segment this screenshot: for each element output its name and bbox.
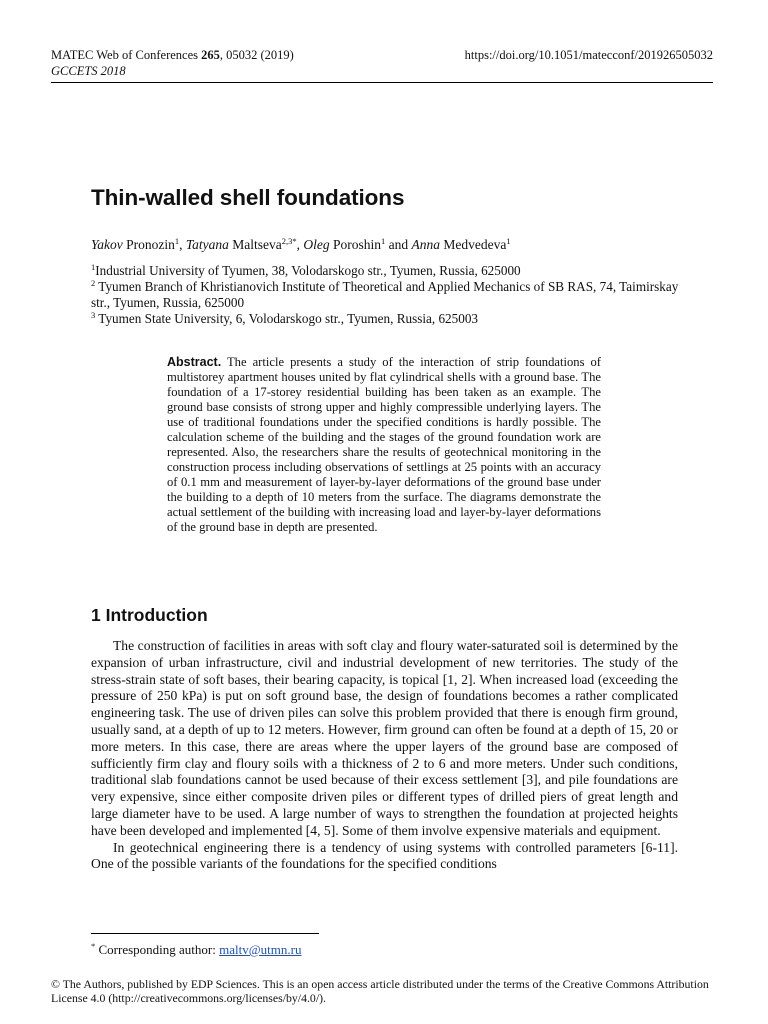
author: Tatyana Maltseva$^{2,3*}$, [185, 236, 304, 252]
affiliation: $^2$ Tyumen Branch of Khristianovich Institute of Theoretical and Applied Mechanics of SB RAS, 74, Taimirskay str., Tyumen, Russia, 625000 [91, 278, 679, 310]
author: Oleg Poroshin$^1$ and [303, 236, 412, 252]
affiliation: $^1$Industrial University of Tyumen, 38, Volodarskogo str., Tyumen, Russia, 625000 [91, 262, 521, 278]
journal-citation: MATEC Web of Conferences 265, 05032 (2019) [51, 48, 294, 62]
section-body [91, 638, 678, 873]
affiliation-list [91, 263, 691, 327]
journal-volume: 265 [201, 48, 220, 62]
author-email-link[interactable]: maltv@utmn.ru [219, 942, 302, 957]
body-paragraph: In geotechnical engineering there is a tendency of using systems with controlled parameters [6-11]. One of the possible variants of the foundations for the specified conditions [91, 839, 678, 872]
section-heading: 1 Introduction [91, 605, 208, 625]
doi-link[interactable]: https://doi.org/10.1051/matecconf/201926505032 [464, 48, 713, 62]
affiliation: $^3$ Tyumen State University, 6, Volodarskogo str., Tyumen, Russia, 625003 [91, 310, 479, 326]
abstract [167, 355, 601, 535]
author: Yakov Pronozin$^1$, [91, 236, 186, 252]
footnote: * Corresponding author: maltv@utmn.ru [91, 941, 302, 957]
body-paragraph: The construction of facilities in areas with soft clay and floury water-saturated soil is determined by the expansion of urban infrastructure, civil and industrial development of new territories. The study of the stress-strain state of soft bases, their bearing capacity, is topical [1, 2]. When increased load (exceeding the pressure of 250 kPa) is put on soft ground base, the design of foundations becomes a rather complicated engineering task. The use of driven piles can solve this problem provided that there is enough firm ground, usually sand, at a depth of up to 12 meters. However, firm ground can often be found at a depth of 15, 20 or more meters. In this case, there are areas where the upper layers of the ground base are composed of sufficiently firm clay and floury soils with a thickness of 2 to 6 and more meters. Under such conditions, traditional slab foundations cannot be used because of their excess settlement [3], and pile foundations are very expensive, since either composite driven piles or different types of drilled piers of great length and large diameter have to be used. A large number of ways to strengthen the foundation at projected heights have been developed and implemented [4, 5]. Some of them involve expensive materials and equipment. [91, 638, 678, 838]
conference-name: GCCETS 2018 [51, 64, 126, 78]
author: Anna Medvedeva$^1$ [411, 236, 511, 252]
license-notice: © The Authors, published by EDP Sciences. This is an open access article distributed under the terms of the Creative Commons Attribution License 4.0 (http://creativecommons.org/licenses/by/4.0/). [51, 977, 709, 1005]
author-list [91, 237, 511, 253]
footnote-divider [91, 933, 319, 934]
abstract-label: Abstract. [167, 355, 222, 369]
paper-title: Thin-walled shell foundations [91, 185, 405, 210]
abstract-text: The article presents a study of the interaction of strip foundations of multistorey apartment houses united by flat cylindrical shells with a ground base. The foundation of a 17-storey residential building has been taken as an example. The ground base consists of strong upper and highly compressible underlying layers. The use of traditional foundations under the specified conditions is hardly possible. The calculation scheme of the building and the stages of the ground foundation work are represented. Also, the researchers share the results of geotechnical monitoring in the construction process including observations of settlings at 25 points with an accuracy of 0.1 mm and measurement of layer-by-layer deformations of the ground base under the building to a depth of 10 meters from the surface. The diagrams demonstrate the actual settlement of the building with increasing load and layer-by-layer deformations of the ground base in depth are presented. [167, 355, 601, 534]
header-divider [51, 82, 713, 83]
